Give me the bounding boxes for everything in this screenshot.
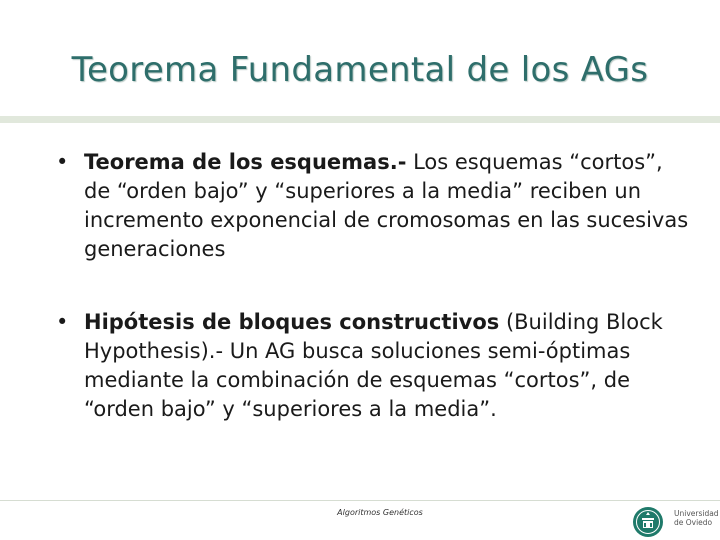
university-name-line1: Universidad	[674, 509, 719, 518]
bullet-term: Teorema de los esquemas.-	[84, 150, 407, 174]
university-seal-icon	[632, 506, 664, 538]
footer-caption: Algoritmos Genéticos	[337, 508, 423, 517]
bullet-text: (Building Block Hypothesis).- Un AG busca soluciones semi-óptimas mediante la combinación de esquemas “cortos”, de “orden bajo” y “superiores a la media”.	[84, 310, 663, 421]
footer-divider	[0, 500, 720, 501]
university-name-line2: de Oviedo	[674, 518, 713, 527]
bullet-term: Hipótesis de bloques constructivos	[84, 310, 500, 334]
bullet-dot-icon: •	[56, 310, 69, 334]
bullet-item-esquemas	[52, 148, 692, 264]
bullet-text: Los esquemas “cortos”, de “orden bajo” y “superiores a la media” reciben un incremento exponencial de cromosomas en las sucesivas generaciones	[84, 150, 689, 261]
university-name	[674, 509, 719, 527]
bullet-dot-icon: •	[56, 150, 69, 174]
title-divider	[0, 116, 720, 123]
university-logo	[632, 505, 718, 539]
bullet-item-bloques	[52, 308, 692, 424]
slide-title: Teorema Fundamental de los AGs	[71, 50, 649, 90]
bullet-list	[52, 148, 692, 424]
